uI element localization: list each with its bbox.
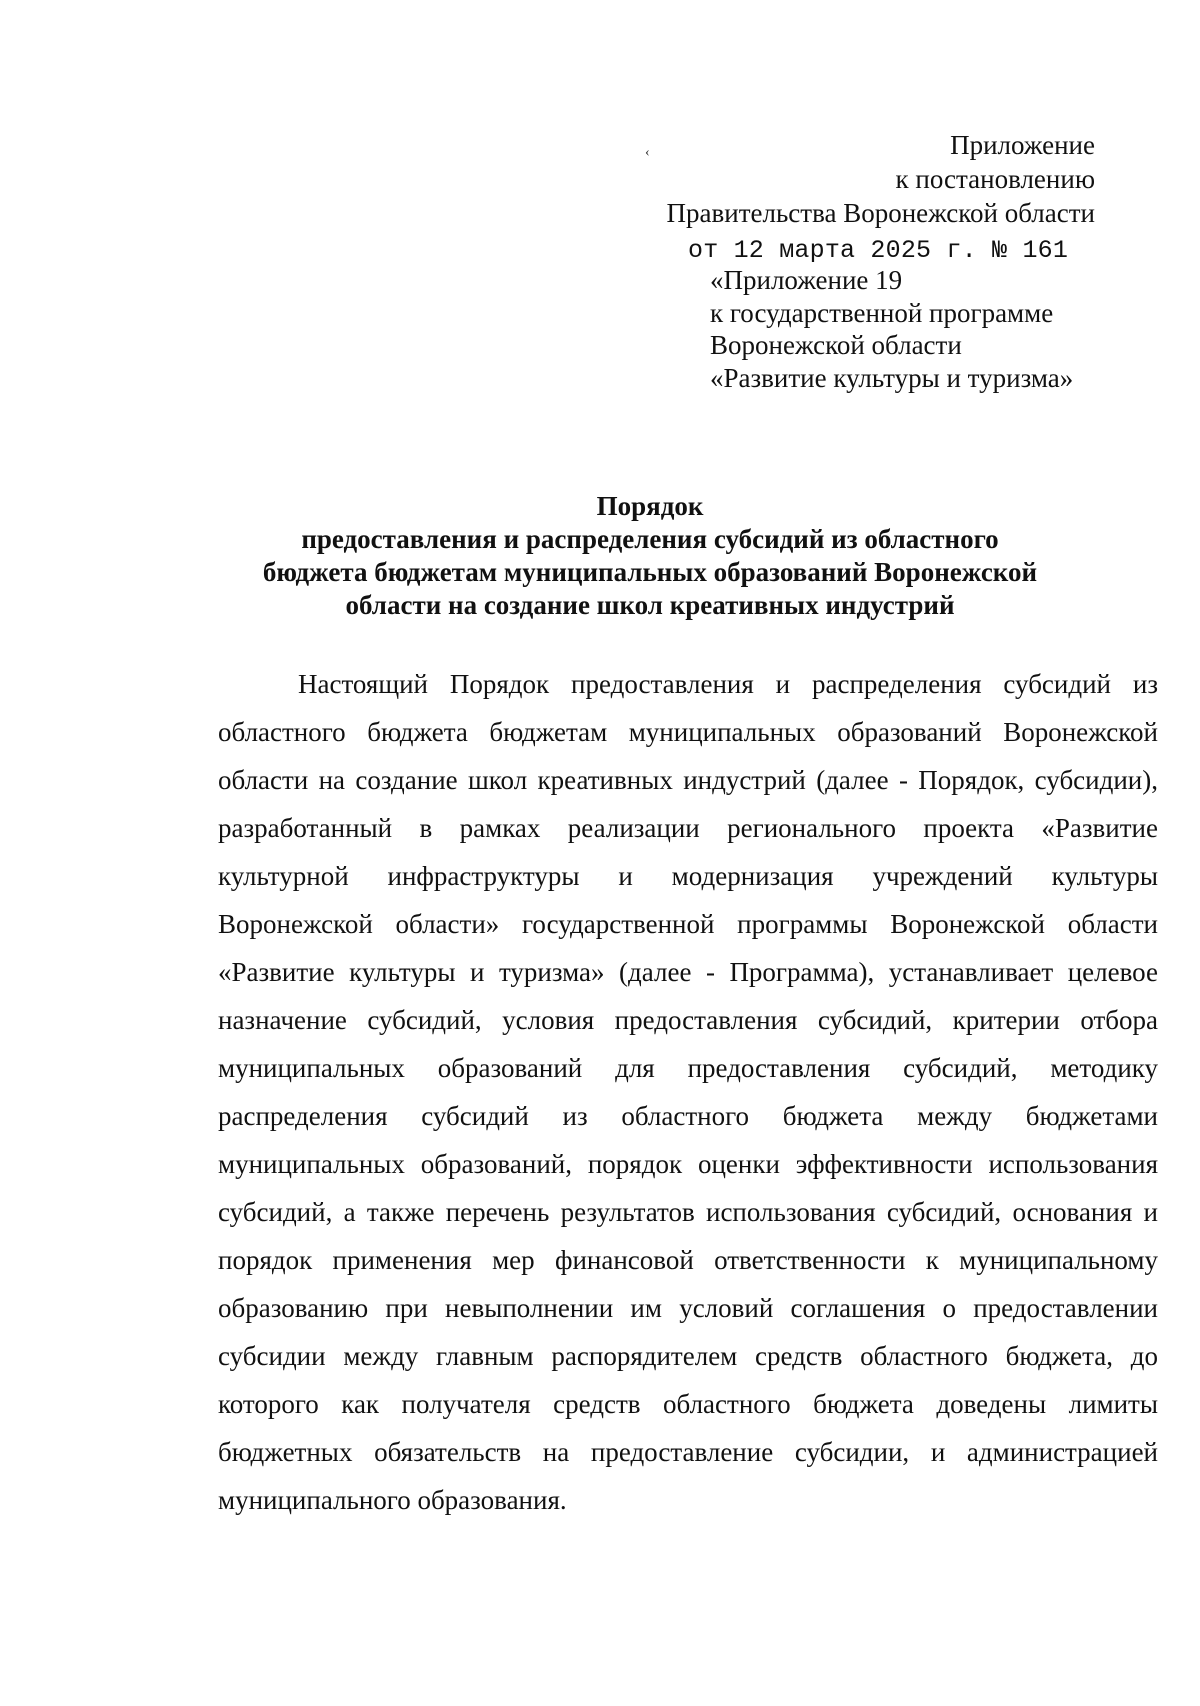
program-ref-line-4: «Развитие культуры и туризма» <box>710 362 1074 393</box>
title-line-3: бюджета бюджетам муниципальных образований Воронежской <box>262 557 1038 587</box>
document-title <box>150 490 1150 622</box>
program-reference <box>710 264 1073 394</box>
title-line-1: Порядок <box>596 491 704 521</box>
approval-line-2: к постановлению <box>895 164 1095 194</box>
approval-header <box>667 128 1095 230</box>
registration-stamp: от 12 марта 2025 г. № 161 <box>688 236 1069 265</box>
approval-line-1: Приложение <box>950 130 1095 160</box>
body-paragraph: Настоящий Порядок предоставления и распределения субсидий из областного бюджета бюджетам муниципальных образований Воронежской области на создание школ креативных индустрий (далее - Порядок, субсидии), разработанный в рамках реализации регионального проекта «Развитие культурной инфраструктуры и модернизация учреждений культуры Воронежской области» государственной программы Воронежской области «Развитие культуры и туризма» (далее - Программа), устанавливает целевое назначение субсидий, условия предоставления субсидий, критерии отбора муниципальных образований для предоставления субсидий, методику распределения субсидий из областного бюджета между бюджетами муниципальных образований, порядок оценки эффективности использования субсидий, а также перечень результатов использования субсидий, основания и порядок применения мер финансовой ответственности к муниципальному образованию при невыполнении им условий соглашения о предоставлении субсидии между главным распорядителем средств областного бюджета, до которого как получателя средств областного бюджета доведены лимиты бюджетных обязательств на предоставление субсидии, и администрацией муниципального образования. <box>218 669 1158 1515</box>
program-ref-line-3: Воронежской области <box>710 330 962 360</box>
approval-line-3: Правительства Воронежской области <box>666 198 1095 228</box>
program-ref-line-1: «Приложение 19 <box>710 265 903 295</box>
title-line-2: предоставления и распределения субсидий из областного <box>301 524 999 554</box>
title-line-4: области на создание школ креативных индустрий <box>345 590 955 620</box>
scan-artifact-mark: ‹ <box>645 145 650 160</box>
program-ref-line-2: к государственной программе <box>710 297 1054 328</box>
